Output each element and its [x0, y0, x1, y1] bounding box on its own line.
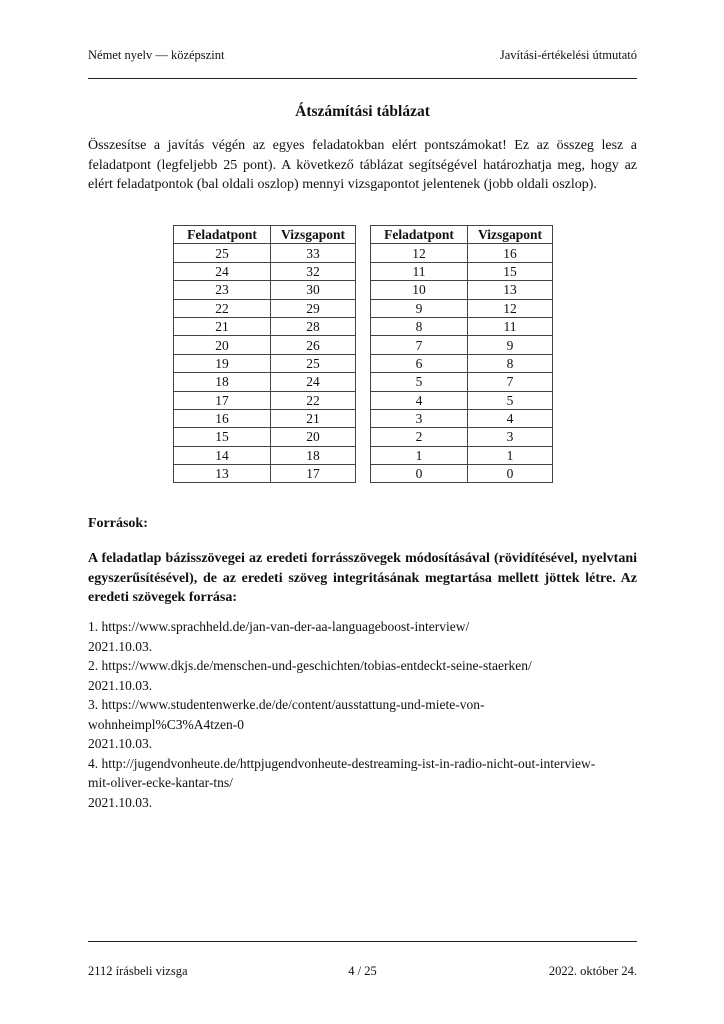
header-subject: Német nyelv — középszint [88, 48, 225, 62]
feladatpont-cell: 11 [371, 262, 468, 280]
feladatpont-cell: 23 [174, 281, 271, 299]
source-line: 2021.10.03. [88, 736, 153, 751]
page-number: 4 / 25 [348, 964, 377, 978]
table-row [174, 281, 356, 299]
table-row [371, 317, 553, 335]
feladatpont-cell: 24 [174, 262, 271, 280]
page-title: Átszámítási táblázat [295, 103, 430, 120]
vizsgapont-cell: 9 [468, 336, 553, 354]
feladatpont-cell: 17 [174, 391, 271, 409]
source-line: wohnheimpl%C3%A4tzen-0 [88, 716, 244, 732]
source-line: mit-oliver-ecke-kantar-tns/ [88, 775, 233, 790]
vizsgapont-cell: 22 [271, 391, 356, 409]
table-row [371, 446, 553, 464]
vizsgapont-cell: 17 [271, 465, 356, 483]
footer-exam-code: 2112 írásbeli vizsga [88, 964, 188, 978]
header-vizsgapont: Vizsgapont [271, 226, 356, 244]
source-line: 2021.10.03. [88, 794, 153, 810]
vizsgapont-cell: 18 [271, 446, 356, 464]
feladatpont-cell: 1 [371, 446, 468, 464]
vizsgapont-cell: 1 [468, 446, 553, 464]
vizsgapont-cell: 0 [468, 465, 553, 483]
page-footer [88, 964, 637, 979]
table-row [174, 428, 356, 446]
feladatpont-cell: 18 [174, 373, 271, 391]
table-row [371, 465, 553, 483]
feladatpont-cell: 25 [174, 244, 271, 262]
conversion-table-left [173, 225, 356, 483]
feladatpont-cell: 19 [174, 354, 271, 372]
feladatpont-cell: 21 [174, 317, 271, 335]
header-rule [88, 78, 637, 79]
table-header-row [371, 226, 553, 244]
feladatpont-cell: 16 [174, 409, 271, 427]
vizsgapont-cell: 15 [468, 262, 553, 280]
table-row [174, 299, 356, 317]
footer-rule [88, 941, 637, 942]
table-row [371, 354, 553, 372]
table-row [371, 281, 553, 299]
vizsgapont-cell: 8 [468, 354, 553, 372]
source-line: 3. https://www.studentenwerke.de/de/content/ausstattung-und-miete-von- [88, 697, 485, 712]
page-header [88, 48, 637, 63]
vizsgapont-cell: 32 [271, 262, 356, 280]
table-row [371, 428, 553, 446]
feladatpont-cell: 13 [174, 465, 271, 483]
feladatpont-cell: 12 [371, 244, 468, 262]
table-row [174, 373, 356, 391]
header-vizsgapont: Vizsgapont [468, 226, 553, 244]
vizsgapont-cell: 25 [271, 354, 356, 372]
feladatpont-cell: 22 [174, 299, 271, 317]
feladatpont-cell: 7 [371, 336, 468, 354]
header-document-type: Javítási-értékelési útmutató [499, 48, 637, 62]
source-line: 4. http://jugendvonheute.de/httpjugendvonheute-destreaming-ist-in-radio-nicht-out-interview- [88, 755, 596, 771]
table-row [371, 391, 553, 409]
feladatpont-cell: 9 [371, 299, 468, 317]
feladatpont-cell: 4 [371, 391, 468, 409]
table-row [371, 336, 553, 354]
conversion-table-right [370, 225, 553, 483]
footer-date: 2022. október 24. [548, 964, 637, 978]
table-row [174, 336, 356, 354]
intro-paragraph: Összesítse a javítás végén az egyes feladatokban elért pontszámokat! Ez az összeg lesz a feladatpont (legfeljebb 25 pont). A következő táblázat segítségével határozhatja meg, hogy az elért feladatpontok (bal oldali oszlop) mennyi vizsgapontot jelentenek (jobb oldali oszlop). [88, 138, 637, 192]
table-row [371, 299, 553, 317]
source-list [88, 617, 637, 812]
feladatpont-cell: 15 [174, 428, 271, 446]
vizsgapont-cell: 5 [468, 391, 553, 409]
source-line: 2021.10.03. [88, 677, 153, 693]
table-row [174, 317, 356, 335]
table-header-row [174, 226, 356, 244]
feladatpont-cell: 20 [174, 336, 271, 354]
vizsgapont-cell: 21 [271, 409, 356, 427]
feladatpont-cell: 14 [174, 446, 271, 464]
sources-heading: Források: [88, 516, 148, 531]
table-row [174, 409, 356, 427]
feladatpont-cell: 8 [371, 317, 468, 335]
table-row [371, 409, 553, 427]
vizsgapont-cell: 33 [271, 244, 356, 262]
table-row [174, 465, 356, 483]
vizsgapont-cell: 16 [468, 244, 553, 262]
vizsgapont-cell: 28 [271, 317, 356, 335]
feladatpont-cell: 6 [371, 354, 468, 372]
vizsgapont-cell: 26 [271, 336, 356, 354]
vizsgapont-cell: 4 [468, 409, 553, 427]
vizsgapont-cell: 3 [468, 428, 553, 446]
table-row [174, 391, 356, 409]
header-feladatpont: Feladatpont [371, 226, 468, 244]
source-line: 2. https://www.dkjs.de/menschen-und-geschichten/tobias-entdeckt-seine-staerken/ [88, 658, 532, 673]
feladatpont-cell: 0 [371, 465, 468, 483]
table-row [174, 446, 356, 464]
feladatpont-cell: 10 [371, 281, 468, 299]
table-row [371, 373, 553, 391]
table-row [174, 262, 356, 280]
feladatpont-cell: 5 [371, 373, 468, 391]
table-row [174, 354, 356, 372]
source-line: 2021.10.03. [88, 638, 153, 654]
feladatpont-cell: 2 [371, 428, 468, 446]
table-row [174, 244, 356, 262]
header-feladatpont: Feladatpont [174, 226, 271, 244]
vizsgapont-cell: 13 [468, 281, 553, 299]
vizsgapont-cell: 29 [271, 299, 356, 317]
vizsgapont-cell: 12 [468, 299, 553, 317]
vizsgapont-cell: 20 [271, 428, 356, 446]
vizsgapont-cell: 30 [271, 281, 356, 299]
table-row [371, 244, 553, 262]
source-line: 1. https://www.sprachheld.de/jan-van-der-aa-languageboost-interview/ [88, 619, 470, 634]
vizsgapont-cell: 24 [271, 373, 356, 391]
feladatpont-cell: 3 [371, 409, 468, 427]
table-row [371, 262, 553, 280]
vizsgapont-cell: 7 [468, 373, 553, 391]
sources-note: A feladatlap bázisszövegei az eredeti forrásszövegek módosításával (rövidítésével, nyelvtani egyszerűsítésével), de az eredeti szöveg integritásának megtartása mellett jöttek létre. Az eredeti szövegek forrása: [88, 551, 637, 605]
vizsgapont-cell: 11 [468, 317, 553, 335]
